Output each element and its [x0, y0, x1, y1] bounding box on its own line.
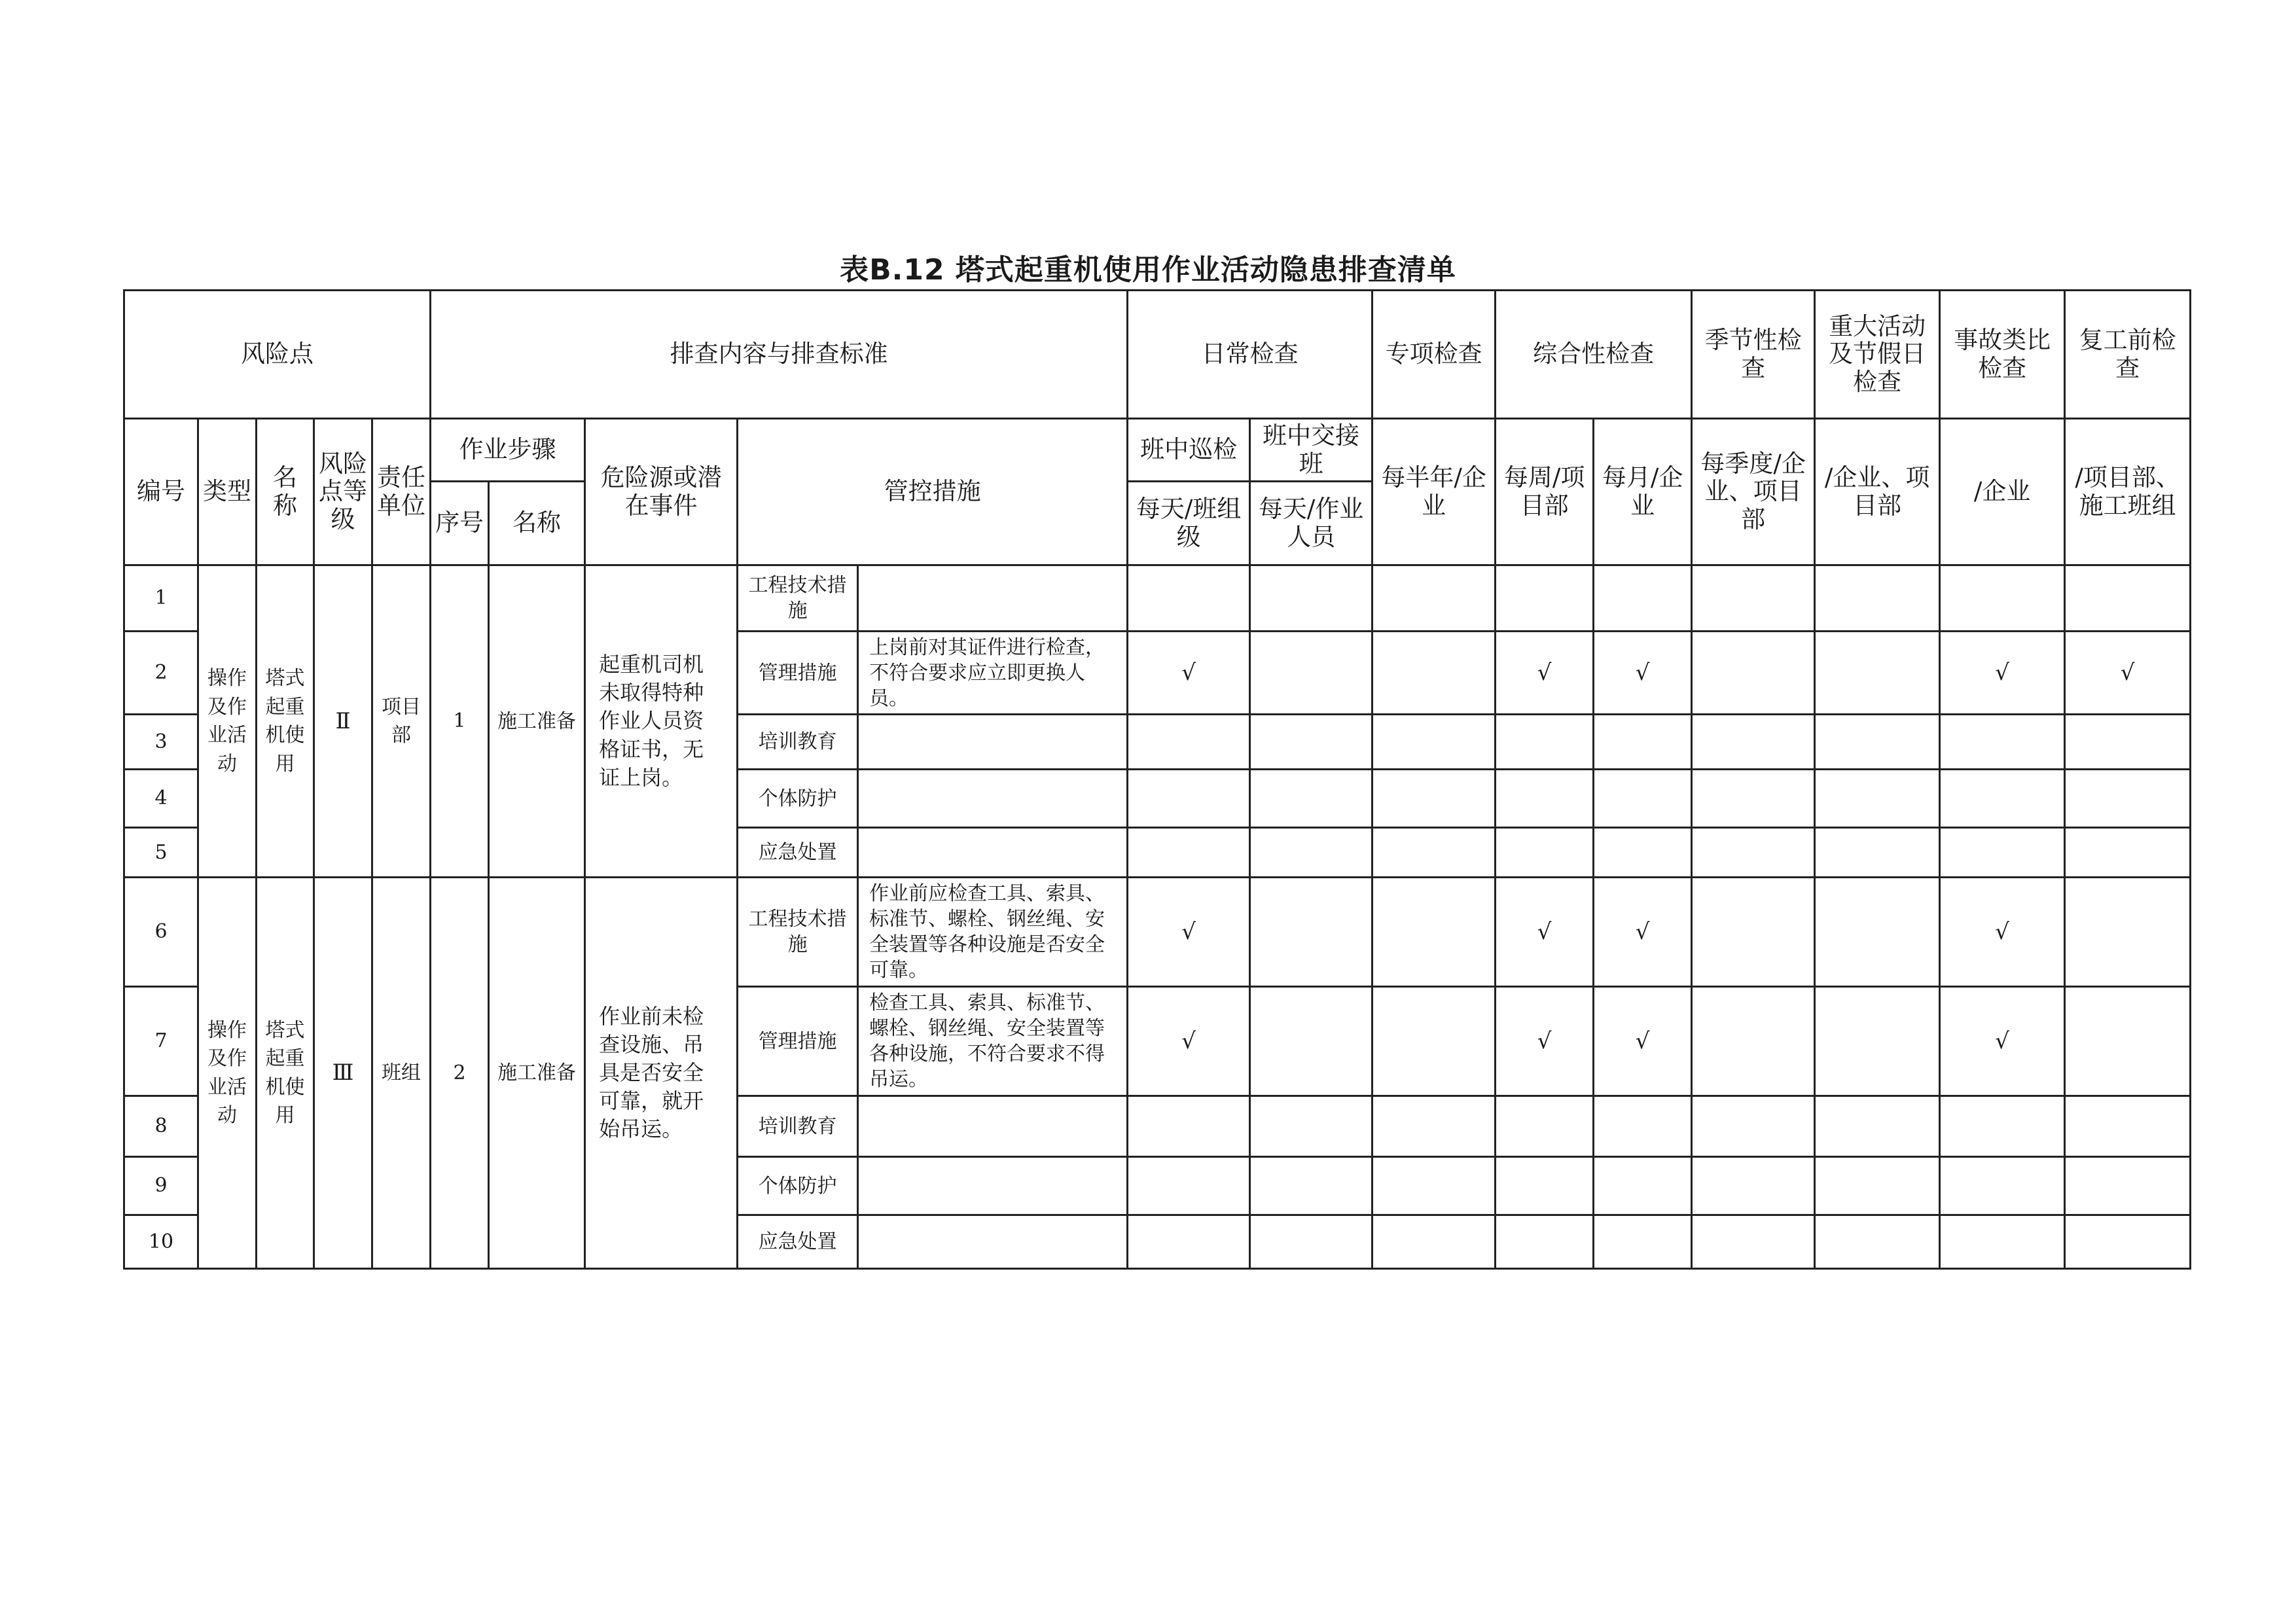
empty-cell-patrol — [1128, 1096, 1250, 1157]
empty-cell-weekly — [1496, 1215, 1594, 1269]
empty-cell-special — [1372, 1096, 1496, 1157]
empty-cell-weekly — [1496, 770, 1594, 828]
empty-cell-special — [1372, 878, 1496, 987]
empty-cell-resume — [2065, 878, 2191, 987]
measure-detail — [858, 565, 1128, 632]
empty-cell-holiday — [1815, 1215, 1940, 1269]
empty-cell-special — [1372, 1157, 1496, 1215]
check-mark-weekly: √ — [1496, 987, 1594, 1096]
check-mark-monthly: √ — [1594, 878, 1692, 987]
empty-cell-weekly — [1496, 565, 1594, 632]
empty-cell-patrol — [1128, 1157, 1250, 1215]
freq-holiday: /企业、项目部 — [1815, 419, 1940, 565]
freq-resume: /项目部、施工班组 — [2065, 419, 2191, 565]
empty-cell-monthly — [1594, 715, 1692, 770]
empty-cell-accident — [1940, 1157, 2065, 1215]
measure-category: 工程技术措施 — [738, 565, 858, 632]
risk-type: 操作及作业活动 — [198, 878, 257, 1269]
empty-cell-patrol — [1128, 715, 1250, 770]
empty-cell-handover — [1250, 987, 1372, 1096]
row-number: 2 — [124, 632, 198, 715]
risk-level: Ⅲ — [314, 878, 372, 1269]
measure-detail — [858, 1157, 1128, 1215]
risk-name: 塔式起重机使用 — [257, 565, 314, 878]
col-shift-patrol-header: 班中巡检 — [1128, 419, 1250, 482]
empty-cell-holiday — [1815, 878, 1940, 987]
hazard-description: 作业前未检查设施、吊具是否安全可靠，就开始吊运。 — [585, 878, 738, 1269]
empty-cell-special — [1372, 1215, 1496, 1269]
responsible-unit: 班组 — [372, 878, 431, 1269]
empty-cell-resume — [2065, 1215, 2191, 1269]
empty-cell-accident — [1940, 1096, 2065, 1157]
header-accident-check: 事故类比检查 — [1940, 291, 2065, 419]
empty-cell-accident — [1940, 1215, 2065, 1269]
empty-cell-accident — [1940, 565, 2065, 632]
empty-cell-handover — [1250, 828, 1372, 878]
empty-cell-seasonal — [1692, 632, 1815, 715]
row-number: 10 — [124, 1215, 198, 1269]
empty-cell-seasonal — [1692, 878, 1815, 987]
empty-cell-monthly — [1594, 1157, 1692, 1215]
risk-level: Ⅱ — [314, 565, 372, 878]
responsible-unit: 项目部 — [372, 565, 431, 878]
empty-cell-monthly — [1594, 770, 1692, 828]
header-holiday-check: 重大活动及节假日检查 — [1815, 291, 1940, 419]
step-name: 施工准备 — [489, 878, 585, 1269]
row-number: 5 — [124, 828, 198, 878]
empty-cell-handover — [1250, 1215, 1372, 1269]
header-seasonal-check: 季节性检查 — [1692, 291, 1815, 419]
empty-cell-handover — [1250, 632, 1372, 715]
empty-cell-special — [1372, 987, 1496, 1096]
step-seq: 1 — [431, 565, 489, 878]
row-number: 9 — [124, 1157, 198, 1215]
empty-cell-seasonal — [1692, 770, 1815, 828]
header-resume-check: 复工前检查 — [2065, 291, 2191, 419]
empty-cell-handover — [1250, 715, 1372, 770]
col-measures-header: 管控措施 — [738, 419, 1128, 565]
empty-cell-holiday — [1815, 1096, 1940, 1157]
check-mark-accident: √ — [1940, 878, 2065, 987]
empty-cell-holiday — [1815, 987, 1940, 1096]
col-type-header: 类型 — [198, 419, 257, 565]
measure-category: 管理措施 — [738, 632, 858, 715]
risk-name: 塔式起重机使用 — [257, 878, 314, 1269]
empty-cell-monthly — [1594, 1215, 1692, 1269]
header-special-check: 专项检查 — [1372, 291, 1496, 419]
empty-cell-handover — [1250, 878, 1372, 987]
empty-cell-seasonal — [1692, 1096, 1815, 1157]
check-mark-patrol: √ — [1128, 987, 1250, 1096]
empty-cell-weekly — [1496, 715, 1594, 770]
page-title: 表B.12 塔式起重机使用作业活动隐患排查清单 — [840, 253, 1456, 287]
empty-cell-patrol — [1128, 828, 1250, 878]
empty-cell-weekly — [1496, 828, 1594, 878]
empty-cell-special — [1372, 828, 1496, 878]
measure-category: 个体防护 — [738, 770, 858, 828]
freq-special: 每半年/企业 — [1372, 419, 1496, 565]
empty-cell-special — [1372, 565, 1496, 632]
measure-category: 管理措施 — [738, 987, 858, 1096]
empty-cell-weekly — [1496, 1096, 1594, 1157]
empty-cell-holiday — [1815, 1157, 1940, 1215]
measure-category: 个体防护 — [738, 1157, 858, 1215]
measure-detail — [858, 715, 1128, 770]
measure-detail — [858, 770, 1128, 828]
measure-detail — [858, 828, 1128, 878]
empty-cell-monthly — [1594, 828, 1692, 878]
empty-cell-holiday — [1815, 715, 1940, 770]
empty-cell-monthly — [1594, 1096, 1692, 1157]
col-steps-header: 作业步骤 — [431, 419, 585, 482]
empty-cell-holiday — [1815, 565, 1940, 632]
row-number: 6 — [124, 878, 198, 987]
empty-cell-resume — [2065, 828, 2191, 878]
measure-category: 培训教育 — [738, 715, 858, 770]
measure-detail — [858, 1096, 1128, 1157]
col-no-header: 编号 — [124, 419, 198, 565]
check-mark-patrol: √ — [1128, 632, 1250, 715]
col-step-name-header: 名称 — [489, 482, 585, 565]
header-daily-check: 日常检查 — [1128, 291, 1372, 419]
measure-category: 培训教育 — [738, 1096, 858, 1157]
empty-cell-seasonal — [1692, 987, 1815, 1096]
measure-category: 应急处置 — [738, 1215, 858, 1269]
step-name: 施工准备 — [489, 565, 585, 878]
freq-daily-worker: 每天/作业人员 — [1250, 482, 1372, 565]
empty-cell-resume — [2065, 1157, 2191, 1215]
empty-cell-seasonal — [1692, 1157, 1815, 1215]
col-hazard-header: 危险源或潜在事件 — [585, 419, 738, 565]
freq-monthly: 每月/企业 — [1594, 419, 1692, 565]
empty-cell-resume — [2065, 770, 2191, 828]
check-mark-weekly: √ — [1496, 632, 1594, 715]
empty-cell-monthly — [1594, 565, 1692, 632]
table-row — [124, 878, 2191, 987]
risk-type: 操作及作业活动 — [198, 565, 257, 878]
freq-daily-team: 每天/班组级 — [1128, 482, 1250, 565]
empty-cell-patrol — [1128, 565, 1250, 632]
row-number: 7 — [124, 987, 198, 1096]
freq-weekly: 每周/项目部 — [1496, 419, 1594, 565]
check-mark-weekly: √ — [1496, 878, 1594, 987]
check-mark-accident: √ — [1940, 632, 2065, 715]
measure-category: 应急处置 — [738, 828, 858, 878]
empty-cell-resume — [2065, 1096, 2191, 1157]
empty-cell-seasonal — [1692, 565, 1815, 632]
empty-cell-seasonal — [1692, 715, 1815, 770]
empty-cell-accident — [1940, 770, 2065, 828]
empty-cell-accident — [1940, 715, 2065, 770]
col-unit-header: 责任单位 — [372, 419, 431, 565]
empty-cell-handover — [1250, 565, 1372, 632]
col-name-header: 名称 — [257, 419, 314, 565]
empty-cell-handover — [1250, 1096, 1372, 1157]
measure-detail — [858, 1215, 1128, 1269]
measure-detail: 作业前应检查工具、索具、标准节、螺栓、钢丝绳、安全装置等各种设施是否安全可靠。 — [858, 878, 1128, 987]
empty-cell-handover — [1250, 770, 1372, 828]
hazard-description: 起重机司机未取得特种作业人员资格证书，无证上岗。 — [585, 565, 738, 878]
empty-cell-seasonal — [1692, 1215, 1815, 1269]
header-comprehensive-check: 综合性检查 — [1496, 291, 1692, 419]
empty-cell-handover — [1250, 1157, 1372, 1215]
empty-cell-holiday — [1815, 828, 1940, 878]
empty-cell-accident — [1940, 828, 2065, 878]
empty-cell-resume — [2065, 565, 2191, 632]
step-seq: 2 — [431, 878, 489, 1269]
freq-seasonal: 每季度/企业、项目部 — [1692, 419, 1815, 565]
check-mark-monthly: √ — [1594, 987, 1692, 1096]
header-risk-point: 风险点 — [124, 291, 431, 419]
row-number: 4 — [124, 770, 198, 828]
row-number: 8 — [124, 1096, 198, 1157]
empty-cell-special — [1372, 770, 1496, 828]
freq-accident: /企业 — [1940, 419, 2065, 565]
empty-cell-weekly — [1496, 1157, 1594, 1215]
empty-cell-holiday — [1815, 770, 1940, 828]
col-shift-handover-header: 班中交接班 — [1250, 419, 1372, 482]
col-step-seq-header: 序号 — [431, 482, 489, 565]
row-number: 1 — [124, 565, 198, 632]
empty-cell-special — [1372, 715, 1496, 770]
col-level-header: 风险点等级 — [314, 419, 372, 565]
empty-cell-special — [1372, 632, 1496, 715]
empty-cell-patrol — [1128, 770, 1250, 828]
table-row — [124, 565, 2191, 632]
empty-cell-resume — [2065, 987, 2191, 1096]
check-mark-accident: √ — [1940, 987, 2065, 1096]
check-mark-monthly: √ — [1594, 632, 1692, 715]
empty-cell-seasonal — [1692, 828, 1815, 878]
measure-detail: 上岗前对其证件进行检查，不符合要求应立即更换人员。 — [858, 632, 1128, 715]
check-mark-resume: √ — [2065, 632, 2191, 715]
measure-detail: 检查工具、索具、标准节、螺栓、钢丝绳、安全装置等各种设施，不符合要求不得吊运。 — [858, 987, 1128, 1096]
check-mark-patrol: √ — [1128, 878, 1250, 987]
row-number: 3 — [124, 715, 198, 770]
empty-cell-resume — [2065, 715, 2191, 770]
empty-cell-patrol — [1128, 1215, 1250, 1269]
measure-category: 工程技术措施 — [738, 878, 858, 987]
empty-cell-holiday — [1815, 632, 1940, 715]
hazard-checklist-table — [123, 289, 2191, 1270]
header-inspection-content: 排查内容与排查标准 — [431, 291, 1128, 419]
